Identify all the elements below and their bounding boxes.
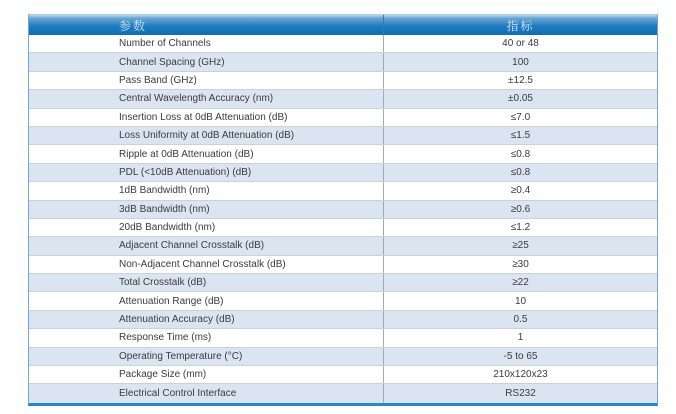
- parameter-cell: 20dB Bandwidth (nm): [29, 219, 384, 236]
- parameter-cell: Number of Channels: [29, 35, 384, 52]
- table-row: [29, 182, 657, 200]
- table-row: [29, 348, 657, 366]
- value-cell: ≥22: [512, 277, 529, 289]
- value-cell: ≤0.8: [510, 148, 531, 160]
- table-row: [29, 201, 657, 219]
- parameter-cell: Non-Adjacent Channel Crosstalk (dB): [29, 256, 384, 273]
- table-body: [29, 35, 657, 403]
- table-row: [29, 256, 657, 274]
- parameter-cell: Ripple at 0dB Attenuation (dB): [29, 145, 384, 162]
- value-cell: 40 or 48: [502, 38, 539, 50]
- table-row: [29, 274, 657, 292]
- value-cell: -5 to 65: [503, 350, 538, 362]
- value-cell: ≤1.5: [510, 130, 531, 142]
- parameter-cell: Electrical Control Interface: [29, 384, 384, 402]
- parameter-cell: Operating Temperature (°C): [29, 348, 384, 365]
- table-row: [29, 292, 657, 310]
- table-header-row: [29, 15, 657, 35]
- value-cell: ≥0.4: [510, 185, 531, 197]
- value-cell: ≤1.2: [510, 222, 531, 234]
- value-cell: RS232: [505, 388, 536, 400]
- parameter-cell: Adjacent Channel Crosstalk (dB): [29, 237, 384, 254]
- parameter-cell: Attenuation Range (dB): [29, 292, 384, 309]
- value-cell: ±12.5: [508, 74, 533, 86]
- header-cell-specification: 指标: [506, 18, 535, 33]
- value-cell: ≥25: [512, 240, 529, 252]
- table-row: [29, 72, 657, 90]
- table-row: [29, 311, 657, 329]
- value-cell: 10: [514, 295, 527, 307]
- parameter-cell: Total Crosstalk (dB): [29, 274, 384, 291]
- parameter-cell: Response Time (ms): [29, 329, 384, 346]
- table-row: [29, 145, 657, 163]
- value-cell: ≥30: [512, 258, 529, 270]
- parameter-cell: Loss Uniformity at 0dB Attenuation (dB): [29, 127, 384, 144]
- table-row: [29, 164, 657, 182]
- value-cell: 0.5: [513, 314, 528, 326]
- parameter-cell: Package Size (mm): [29, 366, 384, 383]
- table-row: [29, 219, 657, 237]
- spec-table: [28, 14, 658, 406]
- table-row: [29, 35, 657, 53]
- table-row: [29, 53, 657, 71]
- table-row: [29, 366, 657, 384]
- value-cell: 1: [517, 332, 524, 344]
- table-row: [29, 329, 657, 347]
- parameter-cell: Attenuation Accuracy (dB): [29, 311, 384, 328]
- table-row: [29, 237, 657, 255]
- parameter-cell: Central Wavelength Accuracy (nm): [29, 90, 384, 107]
- value-cell: ≥0.6: [510, 203, 531, 215]
- table-row: [29, 109, 657, 127]
- header-cell-parameter: 参数: [29, 15, 384, 35]
- value-cell: 210x120x23: [493, 369, 548, 381]
- parameter-cell: Channel Spacing (GHz): [29, 53, 384, 70]
- parameter-cell: PDL (<10dB Attenuation) (dB): [29, 164, 384, 181]
- parameter-cell: 3dB Bandwidth (nm): [29, 201, 384, 218]
- value-cell: ±0.05: [508, 93, 533, 105]
- table-row: [29, 384, 657, 402]
- value-cell: 100: [512, 56, 529, 68]
- parameter-cell: Pass Band (GHz): [29, 72, 384, 89]
- table-row: [29, 90, 657, 108]
- parameter-cell: 1dB Bandwidth (nm): [29, 182, 384, 199]
- table-row: [29, 127, 657, 145]
- value-cell: ≤0.8: [510, 166, 531, 178]
- value-cell: ≤7.0: [510, 111, 531, 123]
- parameter-cell: Insertion Loss at 0dB Attenuation (dB): [29, 109, 384, 126]
